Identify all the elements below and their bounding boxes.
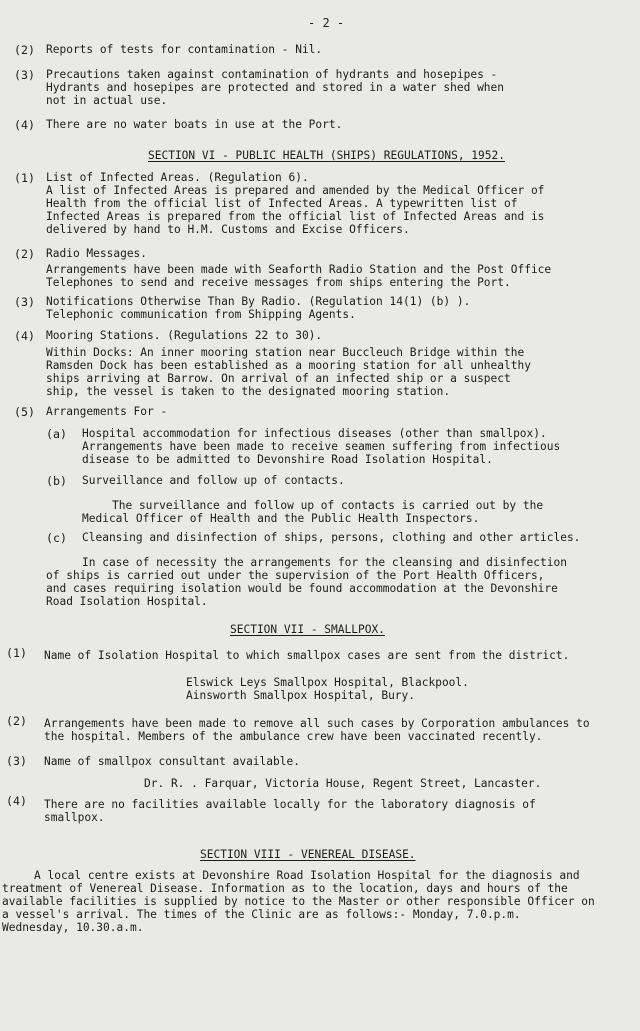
- item-text: ships arriving at Barrow. On arrival of an infected ship or a suspect: [46, 372, 511, 385]
- item-text: There are no facilities available locally for the laboratory diagnosis of: [44, 798, 536, 811]
- sub-item-text: Medical Officer of Health and the Public Health Inspectors.: [82, 512, 480, 525]
- item-text: Arrangements have been made to remove all such cases by Corporation ambulances to: [44, 717, 590, 730]
- item-text: List of Infected Areas. (Regulation 6).: [46, 171, 309, 184]
- item-text: Reports of tests for contamination - Nil.: [46, 43, 323, 56]
- section-viii-heading: SECTION VIII - VENEREAL DISEASE.: [200, 848, 416, 861]
- item-text: Arrangements have been made with Seaforth Radio Station and the Post Office: [46, 263, 552, 276]
- sub-item-letter: (b): [46, 474, 67, 488]
- item-text: ship, the vessel is taken to the designated mooring station.: [46, 385, 451, 398]
- item-number: (5): [14, 405, 35, 419]
- sub-item-letter: (a): [46, 427, 67, 441]
- sub-item-text: Arrangements have been made to receive seamen suffering from infectious: [82, 440, 561, 453]
- sub-item-letter: (c): [46, 531, 67, 545]
- paragraph-line: treatment of Venereal Disease. Information as to the location, days and hours of the: [2, 882, 568, 895]
- item-text: A list of Infected Areas is prepared and amended by the Medical Officer of: [46, 184, 545, 197]
- sub-item-text: In case of necessity the arrangements for the cleansing and disinfection: [82, 556, 567, 569]
- section-vii-heading: SECTION VII - SMALLPOX.: [230, 623, 385, 636]
- paragraph-line: Wednesday, 10.30.a.m.: [2, 921, 144, 934]
- item-text: not in actual use.: [46, 94, 168, 107]
- sub-item-text: Cleansing and disinfection of ships, persons, clothing and other articles.: [82, 531, 581, 544]
- item-text: Hydrants and hosepipes are protected and stored in a water shed when: [46, 81, 505, 94]
- paragraph-line: A local centre exists at Devonshire Road Isolation Hospital for the diagnosis and: [34, 869, 580, 882]
- paragraph-line: a vessel's arrival. The times of the Clinic are as follows:- Monday, 7.0.p.m.: [2, 908, 521, 921]
- item-text: There are no water boats in use at the Port.: [46, 118, 343, 131]
- sub-item-text: Road Isolation Hospital.: [46, 595, 208, 608]
- item-number: (4): [6, 794, 27, 808]
- item-number: (2): [14, 247, 35, 261]
- sub-item-text: and cases requiring isolation would be found accommodation at the Devonshire: [46, 582, 558, 595]
- sub-item-text: of ships is carried out under the supervision of the Port Health Officers,: [46, 569, 545, 582]
- item-number: (3): [6, 754, 27, 768]
- item-text: Within Docks: An inner mooring station near Buccleuch Bridge within the: [46, 346, 525, 359]
- item-text: Infected Areas is prepared from the official list of Infected Areas and is: [46, 210, 545, 223]
- item-text: Dr. R. . Farquar, Victoria House, Regent Street, Lancaster.: [144, 777, 542, 790]
- item-text: Health from the official list of Infected Areas. A typewritten list of: [46, 197, 518, 210]
- item-text: Telephonic communication from Shipping Agents.: [46, 308, 356, 321]
- item-number: (1): [14, 171, 35, 185]
- item-text: the hospital. Members of the ambulance crew have been vaccinated recently.: [44, 730, 543, 743]
- item-number: (3): [14, 295, 35, 309]
- sub-item-text: Surveillance and follow up of contacts.: [82, 474, 345, 487]
- item-text: Telephones to send and receive messages from ships entering the Port.: [46, 276, 511, 289]
- item-text: Arrangements For -: [46, 405, 168, 418]
- item-number: (3): [14, 68, 35, 82]
- item-text: Mooring Stations. (Regulations 22 to 30).: [46, 329, 323, 342]
- section-vi-heading: SECTION VI - PUBLIC HEALTH (SHIPS) REGULATIONS, 1952.: [148, 149, 505, 162]
- item-number: (2): [14, 43, 35, 57]
- item-number: (2): [6, 714, 27, 728]
- page-number: - 2 -: [308, 16, 345, 30]
- item-text: Elswick Leys Smallpox Hospital, Blackpool.: [186, 676, 469, 689]
- item-text: Radio Messages.: [46, 247, 148, 260]
- item-text: delivered by hand to H.M. Customs and Excise Officers.: [46, 223, 410, 236]
- item-number: (4): [14, 118, 35, 132]
- item-text: Precautions taken against contamination of hydrants and hosepipes -: [46, 68, 498, 81]
- item-text: Ainsworth Smallpox Hospital, Bury.: [186, 689, 416, 702]
- item-number: (1): [6, 646, 27, 660]
- sub-item-text: disease to be admitted to Devonshire Road Isolation Hospital.: [82, 453, 493, 466]
- sub-item-text: Hospital accommodation for infectious diseases (other than smallpox).: [82, 427, 547, 440]
- item-text: Name of smallpox consultant available.: [44, 755, 300, 768]
- item-text: Name of Isolation Hospital to which smallpox cases are sent from the district.: [44, 649, 570, 662]
- item-text: Notifications Otherwise Than By Radio. (Regulation 14(1) (b) ).: [46, 295, 471, 308]
- item-text: Ramsden Dock has been established as a mooring station for all unhealthy: [46, 359, 531, 372]
- paragraph-line: available facilities is supplied by notice to the Master or other responsible Officer on: [2, 895, 595, 908]
- item-number: (4): [14, 329, 35, 343]
- item-text: smallpox.: [44, 811, 105, 824]
- sub-item-text: The surveillance and follow up of contacts is carried out by the: [112, 499, 544, 512]
